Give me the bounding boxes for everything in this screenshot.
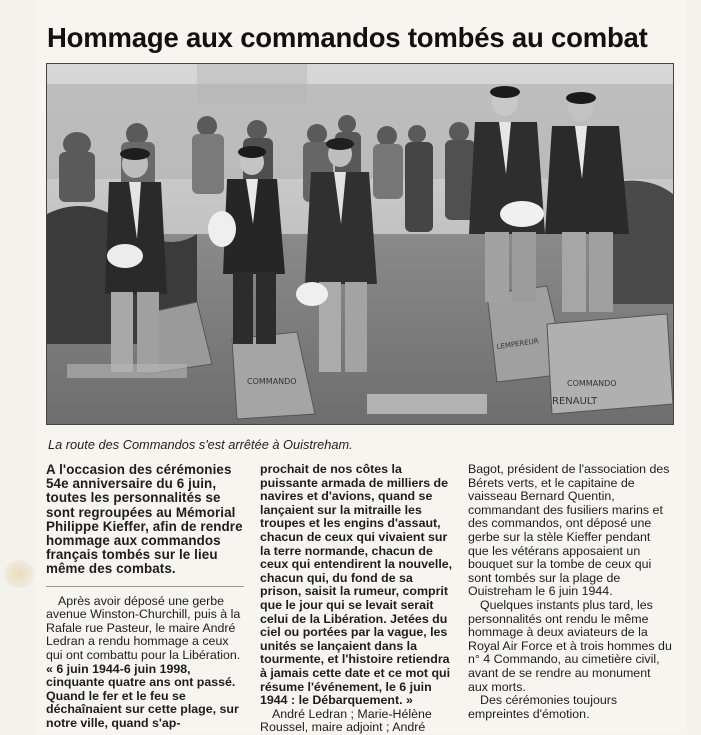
- stone-inscription-mid: LEMPEREUR: [496, 337, 540, 351]
- body-paragraph-1: [46, 595, 246, 731]
- article-photo: [46, 63, 674, 425]
- photo-illustration: [47, 64, 673, 424]
- article-lead: A l'occasion des cérémonies 54e anniversaire du 6 juin, toutes les personnalités se sont regroupées au Mémorial Philippe Kieffer, afin de rendre hommage aux commandos français tombés sur le lieu même des combats.: [46, 462, 243, 577]
- paper-stain: [4, 560, 34, 588]
- body-paragraph-3: Bagot, président de l'association des Bérets verts, et le capitaine de vaisseau Bernard Quentin, commandant des fusiliers marins et des commandos, ont déposé une gerbe sur la stèle Kieffer pendant que les vétérans apposaient un bouquet sur la tombe de ceux qui sont tombés sur la plage de Ouistreham le 6 juin 1944.: [468, 462, 670, 599]
- article-headline: Hommage aux commandos tombés au combat: [47, 22, 648, 53]
- body-paragraph-5: Des cérémonies toujours empreintes d'émotion.: [468, 693, 618, 721]
- body-paragraph-1-quote: « 6 juin 1944-6 juin 1998, cinquante quatre ans ont passé. Quand le fer et le feu se déchaînaient sur cette plage, sur notre ville, quand s'ap-: [46, 661, 239, 730]
- photo-caption: La route des Commandos s'est arrêtée à Ouistreham.: [48, 437, 353, 452]
- body-paragraph-1-plain: Après avoir déposé une gerbe avenue Winston-Churchill, puis à la Rafale rue Pasteur, le maire André Ledran a rendu hommage a ceux qui ont combattu pour la Libération.: [46, 593, 241, 662]
- lead-divider: [46, 586, 244, 587]
- body-paragraph-4: Quelques instants plus tard, les personnalités ont rendu le même hommage à deux aviateurs de la Royal Air Force et à trois hommes du n° 4 Commando, au cimetière civil, avant de se rendre au monument aux morts.: [468, 597, 672, 694]
- article-column-1: [46, 463, 246, 731]
- article-column-3: [468, 463, 672, 721]
- body-quote-continued: prochait de nos côtes la puissante armada de milliers de navires et d'avions, quand se lançaient sur la mitraille les troupes et les engins d'assaut, chacun de ceux qui vivaient sur la terre normande, chacun de ceux qui entendirent la nouvelle, chacun qui, du fond de sa prison, saisit la rumeur, comprit que le jour qui se levait serait celui de la Libération. Jetées du ciel ou portées par la vague, les unités se lançaient dans la tourmente, et l'histoire retiendra à jamais cette date et ce mot qui résume l'événement, le 6 juin 1944 : le Débarquement. »: [260, 462, 453, 708]
- stone-inscription-right-2: RENAULT: [552, 396, 598, 407]
- article-column-2: [260, 463, 455, 735]
- stone-inscription-right-1: COMMANDO: [567, 379, 617, 388]
- stone-inscription-left: COMMANDO: [247, 377, 297, 386]
- body-paragraph-2: André Ledran ; Marie-Hélène Roussel, maire adjoint ; André: [260, 706, 432, 735]
